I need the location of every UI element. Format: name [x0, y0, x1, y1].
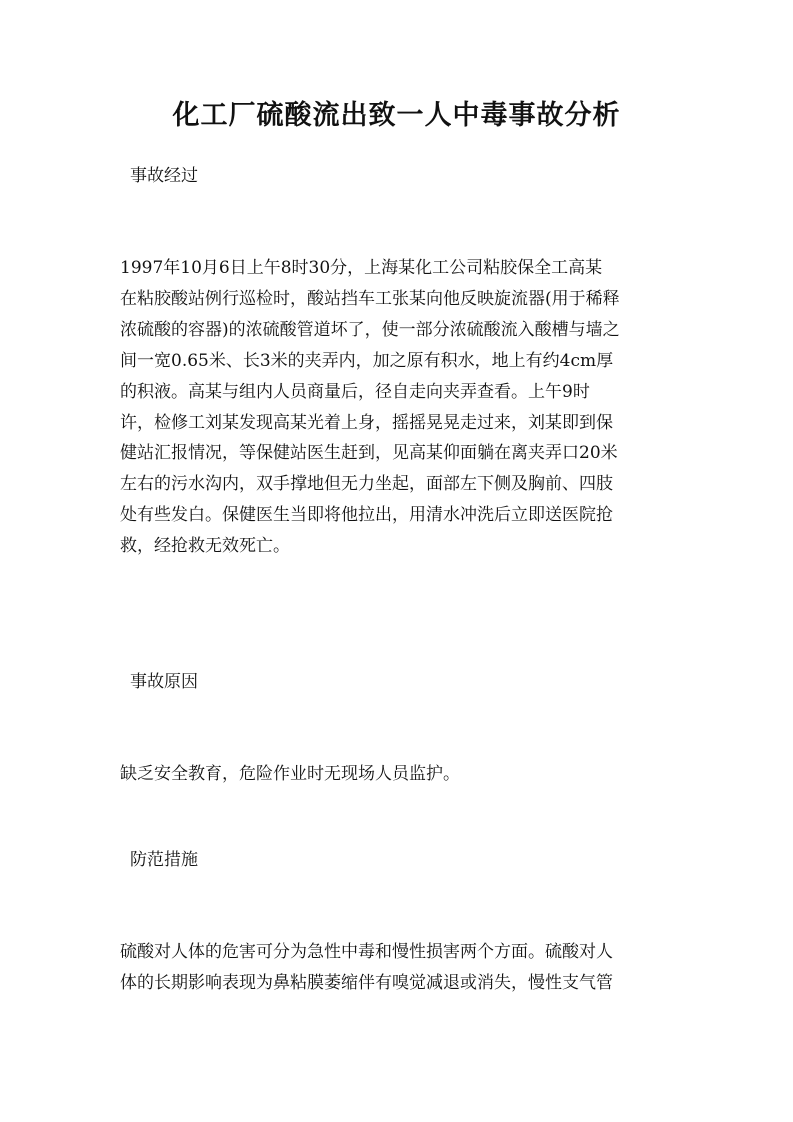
paragraph-line: 缺乏安全教育，危险作业时无现场人员监护。 — [120, 764, 460, 784]
paragraph-line: 许，检修工刘某发现高某光着上身，摇摇晃晃走过来，刘某即到保 — [120, 412, 613, 433]
section-body-accident-process — [120, 253, 680, 562]
page-title: 化工厂硫酸流出致一人中毒事故分析 — [172, 100, 621, 131]
paragraph-line: 间一宽0.65米、长3米的夹弄内，加之原有积水，地上有约4cm厚 — [120, 350, 614, 371]
paragraph-line: 救，经抢救无效死亡。 — [120, 536, 290, 557]
paragraph-line: 硫酸对人体的危害可分为急性中毒和慢性损害两个方面。硫酸对人 — [120, 942, 613, 962]
paragraph-line: 左右的污水沟内，双手撑地但无力坐起，面部左下侧及胸前、四肢 — [120, 474, 613, 495]
section-body-prevention — [120, 937, 680, 999]
paragraph-line: 处有些发白。保健医生当即将他拉出，用清水冲洗后立即送医院抢 — [120, 505, 613, 526]
paragraph-line: 体的长期影响表现为鼻粘膜萎缩伴有嗅觉减退或消失，慢性支气管 — [120, 972, 613, 993]
section-heading-accident-cause: 事故原因 — [130, 672, 198, 692]
section-heading-prevention: 防范措施 — [130, 850, 198, 870]
paragraph-line: 健站汇报情况，等保健站医生赶到，见高某仰面躺在离夹弄口20米 — [120, 443, 618, 464]
paragraph-line: 的积液。高某与组内人员商量后，径自走向夹弄查看。上午9时 — [120, 381, 590, 402]
paragraph-line: 1997年10月6日上午8时30分，上海某化工公司粘胶保全工高某 — [120, 258, 603, 278]
section-heading-accident-process: 事故经过 — [130, 166, 198, 186]
section-body-accident-cause — [120, 759, 680, 790]
paragraph-line: 在粘胶酸站例行巡检时，酸站挡车工张某向他反映旋流器(用于稀释 — [120, 288, 620, 309]
paragraph-line: 浓硫酸的容器)的浓硫酸管道坏了，使一部分浓硫酸流入酸槽与墙之 — [120, 319, 620, 340]
